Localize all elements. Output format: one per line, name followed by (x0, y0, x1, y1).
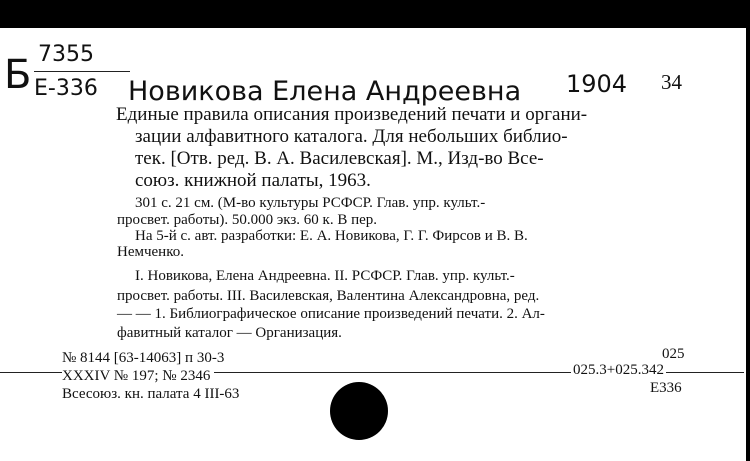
classification-1: 025 (662, 346, 685, 362)
tracing-line-3: — — 1. Библиографическое описание произведений печати. 2. Ал- (117, 306, 545, 322)
footer-left-3: Всесоюз. кн. палата 4 III-63 (62, 386, 240, 402)
punch-hole (330, 382, 388, 440)
classification-3: Е336 (650, 380, 682, 396)
tracing-line-2: просвет. работы. III. Василевская, Валентина Александровна, ред. (117, 288, 540, 304)
tracing-line-1: I. Новикова, Елена Андреевна. II. РСФСР. Глав. упр. культ.- (135, 268, 515, 284)
handwritten-shelf-code: Е-336 (34, 76, 98, 101)
physical-description-1: 301 с. 21 см. (М-во культуры РСФСР. Глав. упр. культ.- (135, 195, 486, 211)
note-line-1: На 5-й с. авт. разработки: Е. А. Новикова, Г. Г. Фирсов и В. В. (135, 228, 528, 244)
handwritten-author: Новикова Елена Андреевна (128, 76, 522, 107)
footer-left-1: № 8144 [63-14063] п 30-3 (62, 350, 225, 366)
handwritten-prefix: Б (4, 52, 32, 98)
note-line-2: Немченко. (117, 244, 184, 260)
footer-left-2: XXXIV № 197; № 2346 (62, 368, 214, 385)
tracing-line-4: фавитный каталог — Организация. (117, 325, 342, 341)
physical-description-2: просвет. работы). 50.000 экз. 60 к. В пер. (117, 212, 378, 228)
title-line-2: зации алфавитного каталога. Для небольших библио- (135, 126, 568, 147)
title-line-1: Единые правила описания произведений печати и органи- (116, 104, 588, 125)
title-line-4: союз. книжной палаты, 1963. (135, 170, 371, 191)
card-number: 34 (661, 70, 682, 94)
classification-2: 025.3+025.342 (573, 362, 664, 378)
handwritten-shelf-number: 7355 (38, 42, 94, 67)
shelf-divider (34, 71, 130, 72)
title-line-3: тек. [Отв. ред. В. А. Василевская]. М., Изд-во Все- (135, 148, 544, 169)
handwritten-year: 1904 (566, 70, 628, 98)
